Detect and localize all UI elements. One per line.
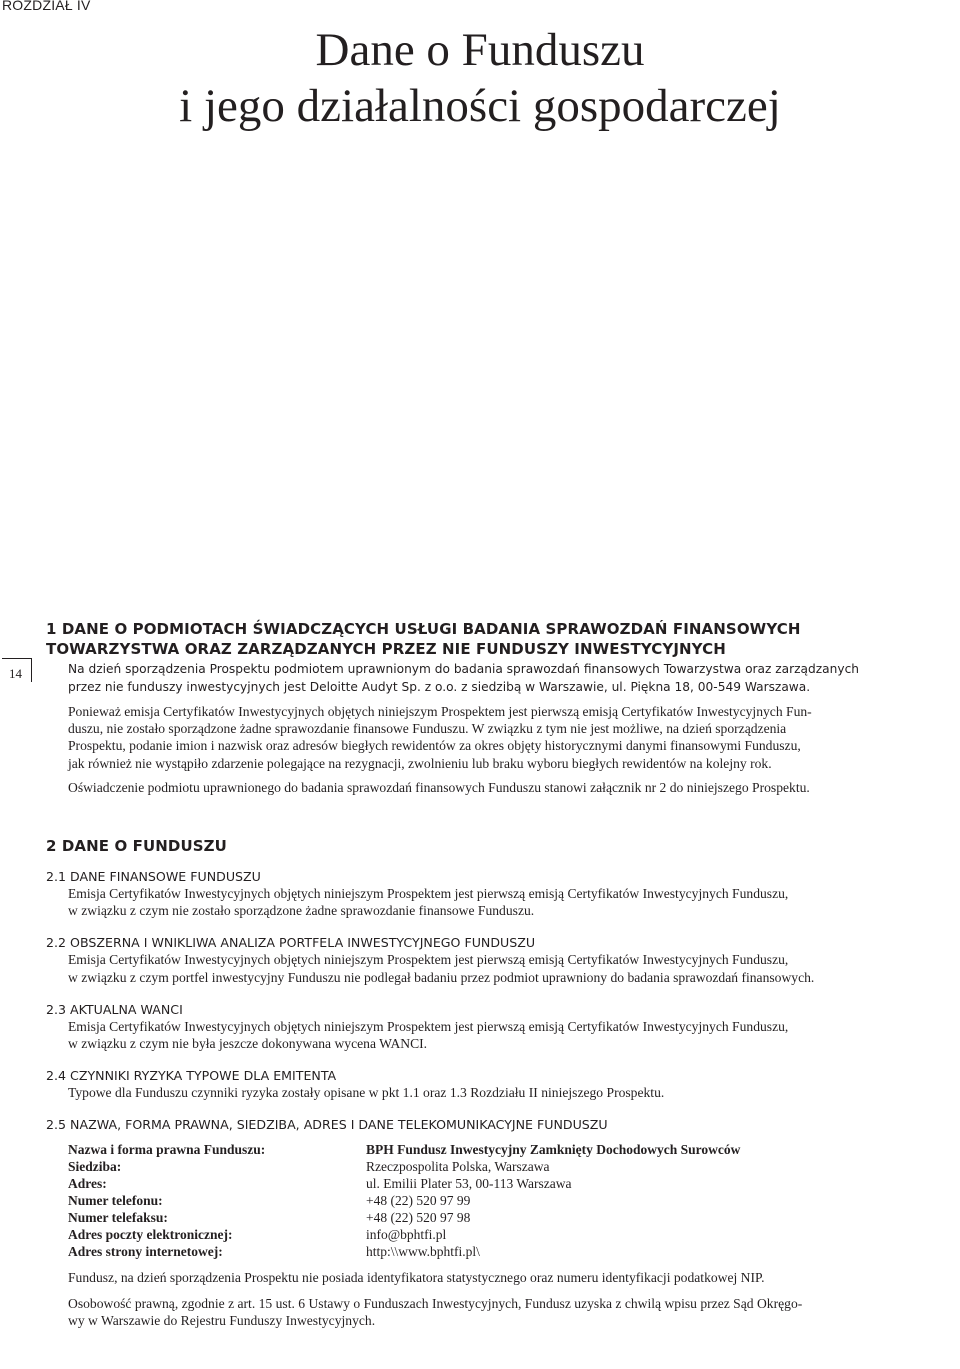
table-row xyxy=(68,1158,740,1175)
field-label: Adres strony internetowej: xyxy=(68,1244,223,1260)
subsection-2-1 xyxy=(46,868,960,919)
subsection-2-5-heading: 2.5 NAZWA, FORMA PRAWNA, SIEDZIBA, ADRES I DANE TELEKOMUNIKACYJNE FUNDUSZU xyxy=(46,1117,608,1133)
field-value: ul. Emilii Plater 53, 00-113 Warszawa xyxy=(366,1176,572,1192)
field-label: Siedziba: xyxy=(68,1159,122,1175)
table-row xyxy=(68,1192,740,1209)
website-value[interactable]: http:\\www.bphtfi.pl\ xyxy=(366,1244,480,1260)
email-value[interactable]: info@bphtfi.pl xyxy=(366,1227,447,1243)
subsection-2-2-text xyxy=(68,951,960,985)
subsection-2-4-heading: 2.4 CZYNNIKI RYZYKA TYPOWE DLA EMITENTA xyxy=(46,1068,337,1084)
field-label: Numer telefonu: xyxy=(68,1193,163,1209)
paragraph-line: duszu, nie zostało sporządzone żadne sprawozdanie finansowe Funduszu. W związku z tym nie jest możliwe, na dzień sporządzenia xyxy=(68,721,787,737)
subsection-2-2-heading: 2.2 OBSZERNA I WNIKLIWA ANALIZA PORTFELA INWESTYCYJNEGO FUNDUSZU xyxy=(46,935,536,951)
auditor-paragraph-line: Na dzień sporządzenia Prospektu podmiotem uprawnionym do badania sprawozdań finansowych Towarzystwa oraz zarządzanych xyxy=(68,662,859,676)
table-row xyxy=(68,1243,740,1260)
paragraph-line: w związku z czym nie zostało sporządzone żadne sprawozdanie finansowe Funduszu. xyxy=(68,903,535,919)
paragraph-line: w związku z czym portfel inwestycyjny Funduszu nie podlegał badaniu przez podmiot uprawniony do badania sprawozdań finansowych. xyxy=(68,969,815,985)
field-value: +48 (22) 520 97 99 xyxy=(366,1193,471,1209)
paragraph-line: Osobowość prawną, zgodnie z art. 15 ust. 6 Ustawy o Funduszach Inwestycyjnych, Fundusz uzyska z chwilą wpisu przez Sąd Okręgo- xyxy=(68,1295,803,1311)
paragraph-line: Emisja Certyfikatów Inwestycyjnych objętych niniejszym Prospektem jest pierwszą emisją Certyfikatów Inwestycyjnych Funduszu, xyxy=(68,952,789,968)
paragraph-line: w związku z czym nie była jeszcze dokonywana wycena WANCI. xyxy=(68,1036,428,1052)
section-2-heading: 2 DANE O FUNDUSZU xyxy=(46,837,227,856)
paragraph-line: Oświadczenie podmiotu uprawnionego do badania sprawozdań finansowych Funduszu stanowi załącznik nr 2 do niniejszego Prospektu. xyxy=(68,779,810,795)
page-number: 14 xyxy=(9,666,22,681)
nip-paragraph xyxy=(68,1269,960,1286)
section-1-heading-line-2: TOWARZYSTWA ORAZ ZARZĄDZANYCH PRZEZ NIE FUNDUSZY INWESTYCYJNYCH xyxy=(46,640,726,658)
section-1-heading-line-1: 1 DANE O PODMIOTACH ŚWIADCZĄCYCH USŁUGI BADANIA SPRAWOZDAŃ FINANSOWYCH xyxy=(46,620,801,638)
field-value: +48 (22) 520 97 98 xyxy=(366,1210,471,1226)
paragraph-line: wy w Warszawie do Rejestru Funduszy Inwestycyjnych. xyxy=(68,1312,376,1328)
page-title xyxy=(0,22,960,134)
table-row xyxy=(68,1175,740,1192)
field-label: Numer telefaksu: xyxy=(68,1210,168,1226)
paragraph-line: Ponieważ emisja Certyfikatów Inwestycyjnych objętych niniejszym Prospektem jest pierwszą emisją Certyfikatów Inwestycyjnych Fun- xyxy=(68,704,812,719)
field-label: Adres poczty elektronicznej: xyxy=(68,1227,233,1243)
field-label: Nazwa i forma prawna Funduszu: xyxy=(68,1142,266,1158)
paragraph-line: Prospektu, podanie imion i nazwisk oraz adresów biegłych rewidentów za okres objęty historycznymi danymi finansowymi Funduszu, xyxy=(68,738,801,754)
subsection-2-1-text xyxy=(68,885,960,919)
field-label: Adres: xyxy=(68,1176,107,1192)
paragraph-line: Typowe dla Funduszu czynniki ryzyka zostały opisane w pkt 1.1 oraz 1.3 Rozdziału II niniejszego Prospektu. xyxy=(68,1085,665,1101)
chapter-label: ROZDZIAŁ IV xyxy=(2,0,91,13)
subsection-2-4 xyxy=(46,1067,960,1101)
page-title-line-1: Dane o Funduszu xyxy=(315,24,645,76)
field-value: BPH Fundusz Inwestycyjny Zamknięty Dochodowych Surowców xyxy=(366,1142,741,1158)
paragraph-line: jak również nie wystąpiło zdarzenie polegające na rezygnacji, zwolnieniu lub braku wyboru biegłych rewidentów na kolejny rok. xyxy=(68,755,772,771)
subsection-2-3-text xyxy=(68,1018,960,1052)
subsection-2-3-heading: 2.3 AKTUALNA WANCI xyxy=(46,1001,183,1017)
subsection-2-3 xyxy=(46,1001,960,1052)
subsection-2-2 xyxy=(46,934,960,985)
section-1-heading xyxy=(46,619,960,659)
paragraph-line: Emisja Certyfikatów Inwestycyjnych objętych niniejszym Prospektem jest pierwszą emisją Certyfikatów Inwestycyjnych Funduszu, xyxy=(68,886,789,902)
field-value: Rzeczpospolita Polska, Warszawa xyxy=(366,1159,550,1175)
auditor-paragraph-line: przez nie funduszy inwestycyjnych jest Deloitte Audyt Sp. z o.o. z siedzibą w Warszawie, ul. Piękna 18, 00-549 Warszawa. xyxy=(68,679,811,694)
auditor-paragraph xyxy=(68,661,960,696)
subsection-2-1-heading: 2.1 DANE FINANSOWE FUNDUSZU xyxy=(46,869,261,885)
table-row xyxy=(68,1226,740,1243)
paragraph-line: Emisja Certyfikatów Inwestycyjnych objętych niniejszym Prospektem jest pierwszą emisją Certyfikatów Inwestycyjnych Funduszu, xyxy=(68,1018,789,1034)
legal-personality-paragraph xyxy=(68,1295,960,1329)
main-content xyxy=(46,619,960,1329)
subsection-2-4-text xyxy=(68,1084,960,1101)
table-row xyxy=(68,1209,740,1226)
page-title-line-2: i jego działalności gospodarczej xyxy=(179,80,781,132)
paragraph-line: Fundusz, na dzień sporządzenia Prospektu nie posiada identyfikatora statystycznego oraz numeru identyfikacji podatkowej NIP. xyxy=(68,1270,765,1286)
no-financials-paragraph xyxy=(68,703,960,772)
table-row xyxy=(68,1141,740,1158)
fund-details-table xyxy=(68,1141,740,1260)
statement-paragraph xyxy=(68,779,960,796)
section-1-body xyxy=(68,661,960,796)
subsection-2-5 xyxy=(46,1116,960,1329)
